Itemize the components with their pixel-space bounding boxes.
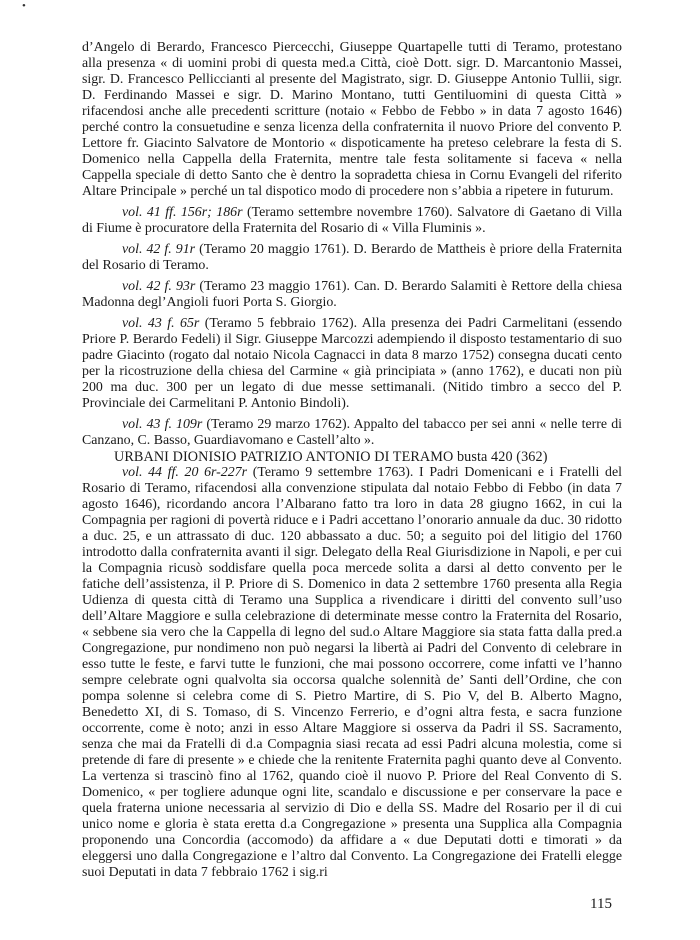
archive-reference: vol. 44 ff. 20 6r-227r	[122, 465, 248, 480]
entry-vol42-93r	[82, 279, 622, 311]
archive-reference: vol. 42 f. 91r	[122, 242, 196, 257]
entry-vol44	[82, 465, 622, 881]
entry-text: (Teramo 5 febbraio 1762). Alla presenza dei Padri Carmelitani (essendo Priore P. Berardo Fedeli) il Sigr. Giuseppe Marcozzi adempiendo il disposto testamentario di suo padre Giacinto (rogato dal notaio Nicola Cagnacci in data 8 marzo 1752) consegna ducati cento per la ricostruzione della chiesa del Carmine « già principiata » (anno 1762), e ducati non più 200 ma duc. 300 per un legato di due messe settimanali. (Nitido timbro a secco del P. Provinciale dei Carmelitani P. Antonio Bindoli).	[82, 316, 622, 411]
entry-text: (Teramo 20 maggio 1761). D. Berardo de Mattheis è priore della Fraternita del Rosario di Teramo.	[82, 242, 622, 273]
corner-mark: •	[22, 0, 26, 12]
entry-text: (Teramo 29 marzo 1762). Appalto del tabacco per sei anni « nelle terre di Canzano, C. Basso, Guardiavomano e Castell’alto ».	[82, 417, 623, 448]
entry-text: (Teramo 9 settembre 1763). I Padri Domenicani e i Fratelli del Rosario di Teramo, rifacendosi alla convenzione stipulata dal notaio Febbo di Febbo (in data 7 agosto 1646), ricordando ancora l’Albarano fatto tra loro in data 28 giugno 1662, in cui la Compagnia per ragioni di povertà riduce e i Padri accettano l’onorario annuale da duc. 30 ridotto a duc. 25, e un attrassato di duc. 120 abbassato a duc. 50; a seguito poi del litigio del 1760 introdotto dalla confraternita avanti il sigr. Delegato della Real Giurisdizione in Napoli, e per cui la Compagnia ricusò soddisfare quella poca mercede solita a darsi al detto convento per le fatiche dell’assistenza, il P. Priore di S. Domenico in data 2 settembre 1760 presenta alla Regia Udienza di questa città di Teramo una Supplica a rivendicare i diritti del convento sull’uso dell’Altare Maggiore e sulla celebrazione di determinate messe contro la Fraternita del Rosario, « sebbene sia vero che la Cappella di legno del sud.o Altare Maggiore sia stata fatta dalla pred.a Congregazione, pur nondimeno non può negarsi la libertà ai Padri del Convento di celebrare in esso tutte le feste, e farvi tutte le funzioni, che mai possono occorrere, come infatti ve l’hanno sempre celebrate ogni qualvolta sia occorsa qualche solennità de’ Santi dell’Ordine, che con pompa solenne si celebra come di S. Pietro Martire, di S. Pio V, del B. Alberto Magno, Benedetto XI, di S. Tomaso, di S. Vincenzo Ferrerio, e d’ogni altra festa, e sacra funzione occorrente, come è noto; anzi in esso Altare Maggiore si osserva da Padri il SS. Sacramento, senza che mai da Fratelli di d.a Compagnia siasi recata ad essi Padri alcuna molestia, come si pretende di fare di presente » e chiede che la renitente Fraternita paghi quanto deve al Convento. La vertenza si trascinò fino al 1762, quando cioè il nuovo P. Priore del Real Convento di S. Domenico, « per togliere adunque ogni lite, scandalo e discussione e per conservare la pace e quela fraterna unione necessaria al servizio di Dio e della SS. Madre del Rosario per il di cui unico nome e gloria è stata eretta d.a Congregazione » presenta una Supplica alla Compagnia proponendo una Concordia (accomodo) da affidare a « due Deputati dotti e timorati » da eleggersi uno dalla Congregazione e l’altro dal Convento. La Congregazione dei Fratelli elegge suoi Deputati in data 7 febbraio 1762 i sig.ri	[82, 465, 622, 880]
paragraph-intro: d’Angelo di Berardo, Francesco Piercecchi, Giuseppe Quartapelle tutti di Teramo, protestano alla presenza « di uomini probi di questa med.a Città, cioè Dott. sigr. D. Marcantonio Massei, sigr. D. Francesco Pelliccianti al presente del Magistrato, sigr. D. Giuseppe Antonio Tullii, sigr. D. Ferdinando Massei e sigr. D. Marino Montano, tutti Gentiluomini di questa Città » rifacendosi anche alle precedenti scritture (notaio « Febbo de Febbo » in data 7 agosto 1646) perché contro la consuetudine e senza licenza della confraternita il nuovo Priore del convento P. Lettore fr. Giacinto Salvatore de Montorio « dispoticamente ha preteso celebrare la festa di S. Domenico nella Cappella della Fraternita, mentre tale festa solitamente si faceva « nella Cappella speciale di detto Santo che è dentro la sopradetta chiesa in Cornu Evangeli del riferito Altare Principale » perché un tal dispotico modo di procedere non s’abbia a ripetere in futurum.	[82, 40, 622, 199]
entry-vol43-65r	[82, 316, 622, 412]
section-heading: URBANI DIONISIO PATRIZIO ANTONIO DI TERAMO busta 420 (362)	[114, 449, 548, 465]
entry-text: (Teramo 23 maggio 1761). Can. D. Berardo Salamiti è Rettore della chiesa Madonna degl’Angioli fuori Porta S. Giorgio.	[82, 279, 623, 310]
archive-reference: vol. 42 f. 93r	[122, 279, 196, 294]
archive-reference: vol. 43 f. 109r	[122, 417, 203, 432]
archive-reference: vol. 43 f. 65r	[122, 316, 200, 331]
entry-text: (Teramo settembre novembre 1760). Salvatore di Gaetano di Villa di Fiume è procuratore della Fraternita del Rosario di « Villa Fluminis ».	[82, 205, 622, 236]
entry-vol41	[82, 205, 622, 237]
entry-vol43-109r	[82, 417, 622, 449]
body-text	[82, 40, 622, 881]
archive-reference: vol. 41 ff. 156r; 186r	[122, 205, 243, 220]
entry-vol42-91r	[82, 242, 622, 274]
page-number: 115	[590, 896, 612, 912]
